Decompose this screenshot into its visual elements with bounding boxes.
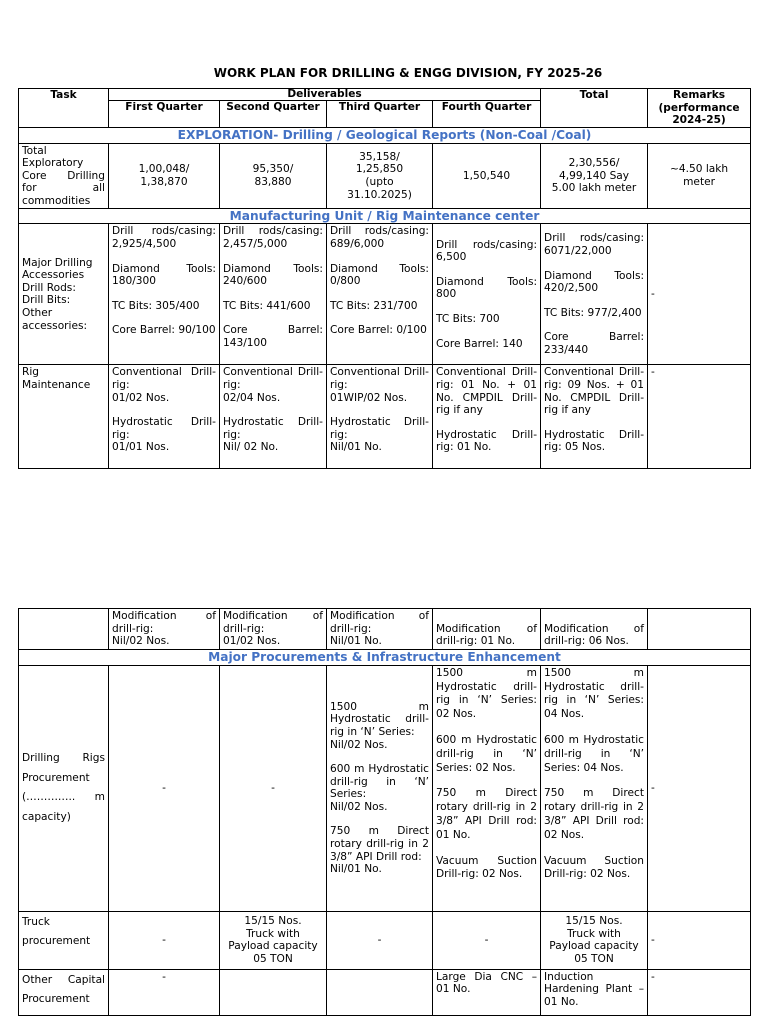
task-exploratory-drilling: Total Exploratory Core Drilling for all commodities [19,143,109,209]
accessories-q1-drill-rods: Drill rods/casing: 2,925/4,500 [112,225,216,251]
rig-q4-conventional: Conventional Drill-rig: 01 No. + 01 No. CMPDIL Drill-rig if any [436,366,538,417]
other-q2 [220,969,327,1015]
other-q1: - [109,969,220,1015]
work-plan-table-part-1 [18,88,751,469]
accessories-remarks: - [648,224,751,365]
rigs-procurement-q4 [433,665,541,911]
header-remarks: Remarks (performance 2024-25) [648,89,751,128]
section-procurement: Major Procurements & Infrastructure Enhancement [19,649,751,665]
rig-q3 [327,365,433,469]
rig-total-hydrostatic: Hydrostatic Drill-rig: 05 Nos. [544,428,645,454]
accessories-q3 [327,224,433,365]
rigs-procurement-q3-750m: 750 m Direct rotary drill-rig in 2 3/8” API Drill rod: Nil/01 No. [330,825,429,876]
header-second-quarter: Second Quarter [220,101,327,127]
section-exploration: EXPLORATION- Drilling / Geological Reports (Non-Coal /Coal) [19,127,751,143]
modification-total: Modification of drill-rig: 06 Nos. [541,609,648,650]
accessories-q2-core-barrel: Core Barrel: 143/100 [223,324,323,350]
rigs-procurement-total-1500m: 1500 m Hydrostatic drill-rig in ‘N’ Series: 04 Nos. [544,666,644,721]
task-major-drilling-accessories: Major Drilling Accessories Drill Rods: Drill Bits: Other accessories: [19,224,109,365]
rig-total-conventional: Conventional Drill-rig: 09 Nos. + 01 No. CMPDIL Drill-rig if any [544,366,645,417]
modification-q4: Modification of drill-rig: 01 No. [433,609,541,650]
page-title: WORK PLAN FOR DRILLING & ENGG DIVISION, FY 2025-26 [213,66,603,80]
rig-q3-conventional: Conventional Drill-rig: 01WIP/02 Nos. [330,366,429,404]
accessories-q2-tc-bits: TC Bits: 441/600 [223,299,311,312]
rigs-procurement-q1: - [109,665,220,911]
rigs-procurement-total [541,665,648,911]
rig-q4 [433,365,541,469]
accessories-q2-drill-rods: Drill rods/casing: 2,457/5,000 [223,225,323,251]
header-task: Task [19,89,109,128]
other-q4: Large Dia CNC – 01 No. [433,969,541,1015]
other-remarks: - [648,969,751,1015]
header-fourth-quarter: Fourth Quarter [433,101,541,127]
truck-q3: - [327,911,433,969]
header-total: Total [541,89,648,128]
exploratory-q3: 35,158/ 1,25,850 (upto 31.10.2025) [327,143,433,209]
accessories-q4-core-barrel: Core Barrel: 140 [436,337,523,350]
accessories-q4-tc-bits: TC Bits: 700 [436,313,500,326]
accessories-total-diamond-tools: Diamond Tools: 420/2,500 [544,269,645,295]
rig-q2-hydrostatic: Hydrostatic Drill-rig: Nil/ 02 No. [223,416,323,454]
exploratory-q1: 1,00,048/ 1,38,870 [109,143,220,209]
accessories-q1-core-barrel: Core Barrel: 90/100 [112,324,216,337]
task-drilling-rigs-procurement: Drilling Rigs Procurement (………….. m capacity) [19,665,109,911]
rigs-procurement-q3 [327,665,433,911]
accessories-q3-tc-bits: TC Bits: 231/700 [330,299,418,312]
accessories-q2 [220,224,327,365]
accessories-q4-drill-rods: Drill rods/casing: 6,500 [436,238,538,264]
truck-total: 15/15 Nos. Truck with Payload capacity 05 TON [541,911,648,969]
accessories-total [541,224,648,365]
task-truck-procurement: Truck procurement [19,911,109,969]
rig-q2 [220,365,327,469]
truck-remarks: - [648,911,751,969]
rig-q1-conventional: Conventional Drill-rig: 01/02 Nos. [112,366,216,404]
truck-q1: - [109,911,220,969]
accessories-total-drill-rods: Drill rods/casing: 6071/22,000 [544,232,645,257]
accessories-total-tc-bits: TC Bits: 977/2,400 [544,306,642,319]
rigs-procurement-q2: - [220,665,327,911]
modification-q2: Modification of drill-rig: 01/02 Nos. [220,609,327,650]
accessories-q3-diamond-tools: Diamond Tools: 0/800 [330,262,429,288]
other-total: Induction Hardening Plant – 01 No. [541,969,648,1015]
modification-q3: Modification of drill-rig: Nil/01 No. [327,609,433,650]
header-third-quarter: Third Quarter [327,101,433,127]
rig-total [541,365,648,469]
work-plan-table-part-2 [18,608,751,1016]
task-other-capital-procurement: Other Capital Procurement [19,969,109,1015]
rigs-procurement-q4-750m: 750 m Direct rotary drill-rig in 2 3/8” API Drill rod: 01 No. [436,787,537,841]
rig-q2-conventional: Conventional Drill-rig: 02/04 Nos. [223,366,323,404]
rig-q3-hydrostatic: Hydrostatic Drill-rig: Nil/01 No. [330,416,429,454]
accessories-q1-tc-bits: TC Bits: 305/400 [112,299,200,312]
exploratory-q2: 95,350/ 83,880 [220,143,327,209]
section-manufacturing: Manufacturing Unit / Rig Maintenance center [19,209,751,224]
accessories-q1-diamond-tools: Diamond Tools: 180/300 [112,262,216,288]
accessories-q1 [109,224,220,365]
exploratory-total: 2,30,556/ 4,99,140 Say 5.00 lakh meter [541,143,648,209]
modification-task [19,609,109,650]
exploratory-q4: 1,50,540 [433,143,541,209]
truck-q2: 15/15 Nos. Truck with Payload capacity 05 TON [220,911,327,969]
rigs-procurement-q3-600m: 600 m Hydrostatic drill-rig in ‘N’ Series: Nil/02 Nos. [330,763,429,813]
header-deliverables: Deliverables [109,89,541,101]
rigs-procurement-total-600m: 600 m Hydrostatic drill-rig in ‘N’ Series: 04 Nos. [544,733,644,774]
modification-q1: Modification of drill-rig: Nil/02 Nos. [109,609,220,650]
accessories-q2-diamond-tools: Diamond Tools: 240/600 [223,262,323,288]
rigs-procurement-q4-1500m: 1500 m Hydrostatic drill-rig in ‘N’ Series: 02 Nos. [436,666,537,721]
rigs-procurement-remarks: - [648,665,751,911]
modification-remarks [648,609,751,650]
task-rig-maintenance: Rig Maintenance [19,365,109,469]
rigs-procurement-total-750m: 750 m Direct rotary drill-rig in 2 3/8” API Drill rod: 02 Nos. [544,787,644,841]
accessories-q3-drill-rods: Drill rods/casing: 689/6,000 [330,225,429,251]
other-q3 [327,969,433,1015]
truck-q4: - [433,911,541,969]
rig-remarks: - [648,365,751,469]
accessories-q3-core-barrel: Core Barrel: 0/100 [330,324,427,337]
rigs-procurement-total-vacuum: Vacuum Suction Drill-rig: 02 Nos. [544,854,644,881]
exploratory-remarks: ~4.50 lakh meter [648,143,751,209]
rigs-procurement-q3-1500m: 1500 m Hydrostatic drill-rig in ‘N’ Series: Nil/02 Nos. [330,700,429,751]
rig-q4-hydrostatic: Hydrostatic Drill-rig: 01 No. [436,428,538,454]
header-first-quarter: First Quarter [109,101,220,127]
accessories-total-core-barrel: Core Barrel: 233/440 [544,331,645,356]
rig-q1 [109,365,220,469]
rigs-procurement-q4-600m: 600 m Hydrostatic drill-rig in ‘N’ Series: 02 Nos. [436,733,537,774]
rig-q1-hydrostatic: Hydrostatic Drill-rig: 01/01 Nos. [112,416,216,454]
accessories-q4-diamond-tools: Diamond Tools: 800 [436,275,538,301]
rigs-procurement-q4-vacuum: Vacuum Suction Drill-rig: 02 Nos. [436,854,537,881]
accessories-q4 [433,224,541,365]
